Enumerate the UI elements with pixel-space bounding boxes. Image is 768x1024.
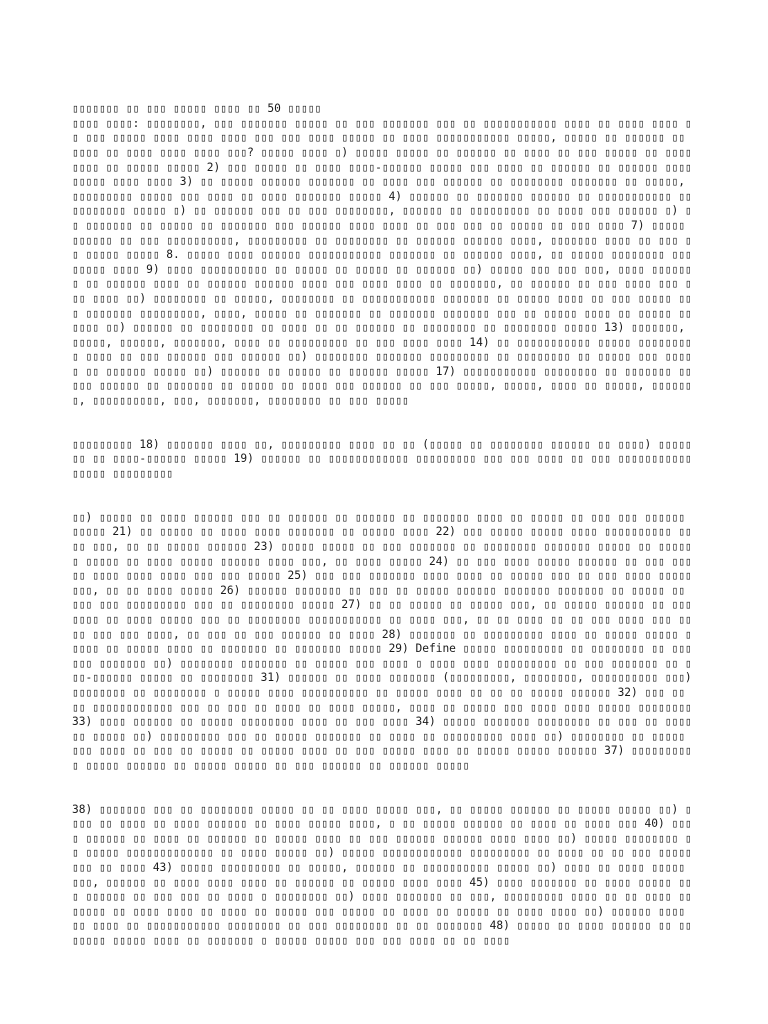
paragraph-1: ▯▯▯▯▯▯▯ ▯▯ ▯▯▯ ▯▯▯▯▯ ▯▯▯▯ ▯▯ 50 ▯▯▯▯▯ ▯▯▯▯ ▯▯▯▯: ▯▯▯▯▯▯▯▯, ▯▯▯ ▯▯▯▯▯▯▯ ▯▯▯▯▯ ▯▯ ▯▯▯ ▯▯▯▯▯▯▯ ▯▯▯ ▯▯ ▯▯▯▯▯▯▯▯▯▯▯ ▯▯▯▯ ▯▯ ▯▯▯▯ ▯▯▯▯ ▯▯ ▯▯▯ ▯▯▯▯▯ ▯▯▯▯ ▯▯▯▯ ▯▯▯▯ ▯▯▯ ▯▯▯ ▯▯▯▯ ▯▯▯▯▯ ▯▯ ▯▯▯▯ ▯▯▯▯▯▯▯▯▯▯▯ ▯▯▯▯▯, ▯▯▯▯▯ ▯▯ ▯▯▯▯▯▯ ▯▯ ▯▯▯▯ ▯▯ ▯▯▯▯ ▯▯▯▯ ▯▯▯▯ ▯▯▯? ▯▯▯▯▯ ▯▯▯▯ ▯) ▯▯▯▯▯ ▯▯▯▯▯ ▯▯ ▯▯▯▯▯▯ ▯▯ ▯▯▯▯ ▯▯ ▯▯▯ ▯▯▯▯▯ ▯▯ ▯▯▯▯▯▯▯▯ ▯▯ ▯▯▯▯▯ ▯▯▯▯▯ 2) ▯▯▯ ▯▯▯▯▯ ▯▯ ▯▯▯▯ ▯▯▯▯-▯▯▯▯▯▯ ▯▯▯▯▯ ▯▯▯ ▯▯▯▯ ▯▯ ▯▯▯▯▯▯ ▯▯ ▯▯▯▯▯▯ ▯▯▯▯ ▯▯▯▯▯ ▯▯▯▯ ▯▯▯▯ 3) ▯▯ ▯▯▯▯▯ ▯▯▯▯▯▯ ▯▯▯▯▯▯▯ ▯▯ ▯▯▯▯ ▯▯▯ ▯▯▯▯▯▯ ▯▯ ▯▯▯▯▯▯▯▯ ▯▯▯▯▯▯▯ ▯▯ ▯▯▯▯▯, ▯▯▯▯▯▯▯▯▯ ▯▯▯▯▯ ▯▯▯ ▯▯▯▯ ▯▯ ▯▯▯▯ ▯▯▯▯▯▯▯ ▯▯▯▯▯ 4) ▯▯▯▯▯▯ ▯▯ ▯▯▯▯▯▯▯ ▯▯▯▯▯▯ ▯▯ ▯▯▯▯▯▯▯▯▯▯▯ ▯▯ ▯▯▯▯▯▯▯▯ ▯▯▯▯▯ ▯) ▯▯ ▯▯▯▯▯▯ ▯▯▯ ▯▯ ▯▯▯ ▯▯▯▯▯▯▯▯, ▯▯▯▯▯▯ ▯▯ ▯▯▯▯▯▯▯▯▯ ▯▯ ▯▯▯▯ ▯▯▯ ▯▯▯▯▯▯ ▯) ▯▯ ▯▯▯▯▯▯▯ ▯▯ ▯▯▯▯▯ ▯▯ ▯▯▯▯▯▯▯ ▯▯▯ ▯▯▯▯▯▯ ▯▯▯▯ ▯▯▯▯ ▯▯ ▯▯▯ ▯▯▯ ▯▯ ▯▯▯▯▯ ▯▯ ▯▯▯ ▯▯▯▯ 7) ▯▯▯▯▯ ▯▯▯▯▯▯ ▯▯ ▯▯▯ ▯▯▯▯▯▯▯▯▯▯, ▯▯▯▯▯▯▯▯▯ ▯▯ ▯▯▯▯▯▯▯▯ ▯▯ ▯▯▯▯▯▯ ▯▯▯▯▯▯ ▯▯▯▯, ▯▯▯▯▯▯▯ ▯▯▯▯ ▯▯ ▯▯▯ ▯▯ ▯▯▯▯▯ ▯▯▯▯▯ 8. ▯▯▯▯▯ ▯▯▯▯ ▯▯▯▯▯▯ ▯▯▯▯▯▯▯▯▯▯▯ ▯▯▯▯▯▯▯ ▯▯ ▯▯▯▯▯▯ ▯▯▯▯, ▯▯ ▯▯▯▯▯ ▯▯▯▯▯▯▯▯ ▯▯▯▯▯▯▯▯ ▯▯▯▯ 9) ▯▯▯▯ ▯▯▯▯▯▯▯▯▯▯ ▯▯ ▯▯▯▯▯ ▯▯ ▯▯▯▯▯ ▯▯ ▯▯▯▯▯▯ ▯▯) ▯▯▯▯▯ ▯▯▯ ▯▯▯ ▯▯▯, ▯▯▯▯ ▯▯▯▯▯▯▯ ▯▯ ▯▯▯▯▯▯ ▯▯▯▯ ▯▯ ▯▯▯▯▯▯ ▯▯▯▯▯▯ ▯▯▯▯ ▯▯▯ ▯▯▯▯ ▯▯▯▯ ▯▯ ▯▯▯▯▯▯▯, ▯▯ ▯▯▯▯▯▯ ▯▯ ▯▯▯ ▯▯▯▯ ▯▯▯ ▯▯▯ ▯▯▯▯ ▯▯) ▯▯▯▯▯▯▯▯ ▯▯ ▯▯▯▯▯, ▯▯▯▯▯▯▯▯ ▯▯ ▯▯▯▯▯▯▯▯▯▯▯ ▯▯▯▯▯▯▯ ▯▯ ▯▯▯▯▯ ▯▯▯▯ ▯▯ ▯▯▯ ▯▯▯▯▯ ▯▯▯ ▯▯▯▯▯▯▯ ▯▯▯▯▯▯▯▯▯, ▯▯▯▯, ▯▯▯▯▯ ▯▯ ▯▯▯▯▯▯▯ ▯▯ ▯▯▯▯▯▯▯ ▯▯▯▯▯▯▯ ▯▯▯ ▯▯ ▯▯▯▯▯ ▯▯▯▯ ▯▯ ▯▯▯▯▯ ▯▯▯▯▯▯ ▯▯) ▯▯▯▯▯▯ ▯▯ ▯▯▯▯▯▯▯▯ ▯▯ ▯▯▯▯ ▯▯ ▯▯ ▯▯▯▯▯▯ ▯▯ ▯▯▯▯▯▯▯▯ ▯▯ ▯▯▯▯▯▯▯▯ ▯▯▯▯▯ 13) ▯▯▯▯▯▯▯, ▯▯▯▯▯, ▯▯▯▯▯▯, ▯▯▯▯▯▯▯, ▯▯▯▯ ▯▯ ▯▯▯▯▯▯▯▯▯ ▯▯ ▯▯▯ ▯▯▯▯ ▯▯▯▯ 14) ▯▯ ▯▯▯▯▯▯▯▯▯▯▯ ▯▯▯▯▯ ▯▯▯▯▯▯▯▯▯ ▯▯▯▯ ▯▯ ▯▯▯ ▯▯▯▯▯▯ ▯▯▯ ▯▯▯▯▯▯ ▯▯) ▯▯▯▯▯▯▯▯ ▯▯▯▯▯▯▯ ▯▯▯▯▯▯▯▯▯ ▯▯ ▯▯▯▯▯▯▯▯ ▯▯ ▯▯▯▯▯ ▯▯▯ ▯▯▯▯▯ ▯▯ ▯▯▯▯▯▯ ▯▯▯▯▯ ▯▯) ▯▯▯▯▯▯ ▯▯ ▯▯▯▯▯ ▯▯ ▯▯▯▯▯▯ ▯▯▯▯▯ 17) ▯▯▯▯▯▯▯▯▯▯▯ ▯▯▯▯▯▯▯▯ ▯▯ ▯▯▯▯▯▯▯ ▯▯▯▯▯ ▯▯▯▯▯▯ ▯▯ ▯▯▯▯▯▯▯ ▯▯ ▯▯▯▯▯ ▯▯ ▯▯▯▯ ▯▯▯ ▯▯▯▯▯▯ ▯▯ ▯▯▯ ▯▯▯▯▯, ▯▯▯▯▯, ▯▯▯▯ ▯▯ ▯▯▯▯▯, ▯▯▯▯▯▯▯, ▯▯▯▯▯▯▯▯▯▯, ▯▯▯, ▯▯▯▯▯▯▯, ▯▯▯▯▯▯▯▯ ▯▯ ▯▯▯ ▯▯▯▯▯ bbox=[72, 102, 692, 408]
document-page bbox=[72, 73, 699, 963]
paragraph-4: 38) ▯▯▯▯▯▯▯ ▯▯▯ ▯▯ ▯▯▯▯▯▯▯▯ ▯▯▯▯▯ ▯▯ ▯▯ ▯▯▯▯ ▯▯▯▯▯ ▯▯▯, ▯▯ ▯▯▯▯▯ ▯▯▯▯▯▯ ▯▯ ▯▯▯▯▯ ▯▯▯▯▯ ▯▯) ▯▯▯▯ ▯▯ ▯▯▯▯ ▯▯ ▯▯▯▯ ▯▯▯▯▯▯ ▯▯ ▯▯▯▯ ▯▯▯▯▯ ▯▯▯▯, ▯ ▯▯ ▯▯▯▯▯ ▯▯▯▯▯▯ ▯▯ ▯▯▯▯ ▯▯ ▯▯▯▯ ▯▯▯ 40) ▯▯▯▯ ▯▯▯▯▯▯ ▯▯ ▯▯▯▯ ▯▯ ▯▯▯▯▯▯ ▯▯ ▯▯▯▯▯ ▯▯▯▯ ▯▯ ▯▯▯ ▯▯▯▯▯▯ ▯▯▯▯▯▯ ▯▯▯▯ ▯▯▯▯ ▯▯) ▯▯▯▯▯ ▯▯▯▯▯▯▯▯ ▯▯ ▯▯▯▯▯ ▯▯▯▯▯▯▯▯▯▯▯▯▯ ▯▯ ▯▯▯▯ ▯▯▯▯▯ ▯▯) ▯▯▯▯▯ ▯▯▯▯▯▯▯▯▯▯▯▯ ▯▯▯▯▯▯▯▯▯ ▯▯ ▯▯▯▯ ▯▯ ▯▯ ▯▯▯ ▯▯▯▯▯▯▯▯ ▯▯ ▯▯▯▯ 43) ▯▯▯▯▯ ▯▯▯▯▯▯▯▯▯ ▯▯ ▯▯▯▯▯, ▯▯▯▯▯▯ ▯▯ ▯▯▯▯▯▯▯▯▯▯ ▯▯▯▯▯ ▯▯) ▯▯▯▯ ▯▯ ▯▯▯▯ ▯▯▯▯▯ ▯▯▯, ▯▯▯▯▯▯ ▯▯ ▯▯▯▯ ▯▯▯▯ ▯▯▯▯ ▯▯ ▯▯▯▯▯▯ ▯▯ ▯▯▯▯▯ ▯▯▯▯ ▯▯▯▯ 45) ▯▯▯▯ ▯▯▯▯▯▯▯ ▯▯ ▯▯▯▯ ▯▯▯▯▯ ▯▯▯ ▯▯▯▯▯▯ ▯▯ ▯▯▯ ▯▯▯ ▯▯ ▯▯▯▯ ▯ ▯▯▯▯▯▯▯▯ ▯▯) ▯▯▯▯ ▯▯▯▯▯▯▯ ▯▯ ▯▯▯, ▯▯▯▯▯▯▯▯▯ ▯▯▯▯ ▯▯ ▯▯ ▯▯▯▯ ▯▯▯▯▯▯▯ ▯▯ ▯▯▯▯ ▯▯▯▯ ▯▯ ▯▯▯▯ ▯▯ ▯▯▯▯▯ ▯▯▯ ▯▯▯▯▯ ▯▯ ▯▯▯▯ ▯▯ ▯▯▯▯▯ ▯▯ ▯▯▯▯ ▯▯▯▯ ▯▯) ▯▯▯▯▯▯ ▯▯▯▯ ▯▯ ▯▯▯▯ ▯▯ ▯▯▯▯▯▯▯▯▯▯▯ ▯▯▯▯▯▯▯▯ ▯▯ ▯▯▯ ▯▯▯▯▯▯▯▯ ▯▯ ▯▯ ▯▯▯▯▯▯▯ 48) ▯▯▯▯▯ ▯▯ ▯▯▯▯ ▯▯▯▯▯▯ ▯▯ ▯▯▯▯▯▯▯ ▯▯▯▯▯ ▯▯▯▯ ▯▯ ▯▯▯▯▯▯▯ ▯ ▯▯▯▯▯ ▯▯▯▯▯ ▯▯▯ ▯▯▯ ▯▯▯▯ ▯▯ ▯▯ ▯▯▯▯ bbox=[72, 802, 692, 948]
paragraph-2: ▯▯▯▯▯▯▯▯▯ 18) ▯▯▯▯▯▯▯ ▯▯▯▯ ▯▯, ▯▯▯▯▯▯▯▯▯ ▯▯▯▯ ▯▯ ▯▯ (▯▯▯▯▯ ▯▯ ▯▯▯▯▯▯▯▯ ▯▯▯▯▯▯ ▯▯ ▯▯▯▯) ▯▯▯▯▯▯▯ ▯▯ ▯▯▯▯-▯▯▯▯▯▯ ▯▯▯▯▯ 19) ▯▯▯▯▯▯ ▯▯ ▯▯▯▯▯▯▯▯▯▯▯▯ ▯▯▯▯▯▯▯▯▯ ▯▯▯ ▯▯▯ ▯▯▯▯ ▯▯ ▯▯▯ ▯▯▯▯▯▯▯▯▯▯▯ ▯▯▯▯▯ ▯▯▯▯▯▯▯▯▯ bbox=[72, 437, 699, 481]
paragraph-3: ▯▯) ▯▯▯▯▯ ▯▯ ▯▯▯▯ ▯▯▯▯▯▯ ▯▯▯ ▯▯ ▯▯▯▯▯▯ ▯▯ ▯▯▯▯▯▯ ▯▯ ▯▯▯▯▯▯▯ ▯▯▯▯ ▯▯ ▯▯▯▯▯ ▯▯ ▯▯▯ ▯▯▯ ▯▯▯▯▯▯ ▯▯▯▯▯ 21) ▯▯ ▯▯▯▯▯ ▯▯ ▯▯▯▯ ▯▯▯▯ ▯▯▯▯▯▯▯ ▯▯ ▯▯▯▯▯ ▯▯▯▯ 22) ▯▯▯ ▯▯▯▯▯ ▯▯▯▯▯ ▯▯▯▯ ▯▯▯▯▯▯▯▯▯▯ ▯▯▯▯ ▯▯▯, ▯▯ ▯▯ ▯▯▯▯▯ ▯▯▯▯▯▯ 23) ▯▯▯▯▯ ▯▯▯▯▯ ▯▯ ▯▯▯ ▯▯▯▯▯▯▯ ▯▯ ▯▯▯▯▯▯▯▯ ▯▯▯▯▯▯▯ ▯▯▯▯▯ ▯▯ ▯▯▯▯▯▯ ▯▯▯▯▯ ▯▯ ▯▯▯▯ ▯▯▯▯▯ ▯▯▯▯▯▯ ▯▯▯▯ ▯▯▯, ▯▯ ▯▯▯▯ ▯▯▯▯▯ 24) ▯▯ ▯▯▯ ▯▯▯▯ ▯▯▯▯▯ ▯▯▯▯▯▯ ▯▯ ▯▯▯ ▯▯▯ ▯▯ ▯▯▯▯ ▯▯▯▯ ▯▯▯▯ ▯▯▯ ▯▯▯ ▯▯▯▯▯ 25) ▯▯▯ ▯▯▯ ▯▯▯▯▯▯▯ ▯▯▯▯ ▯▯▯▯ ▯▯ ▯▯▯▯▯ ▯▯▯ ▯▯ ▯▯▯ ▯▯▯▯ ▯▯▯▯▯ ▯▯▯, ▯▯ ▯▯ ▯▯▯▯ ▯▯▯▯▯ 26) ▯▯▯▯▯▯ ▯▯▯▯▯▯▯ ▯▯ ▯▯▯ ▯▯ ▯▯▯▯▯ ▯▯▯▯▯▯ ▯▯▯▯▯▯▯ ▯▯▯▯▯▯▯ ▯▯ ▯▯▯▯▯ ▯▯ ▯▯▯ ▯▯▯ ▯▯▯▯▯▯▯▯▯ ▯▯▯ ▯▯ ▯▯▯▯▯▯▯▯ ▯▯▯▯▯ 27) ▯▯ ▯▯ ▯▯▯▯▯ ▯▯ ▯▯▯▯▯ ▯▯▯, ▯▯ ▯▯▯▯▯ ▯▯▯▯▯▯ ▯▯ ▯▯▯▯▯▯▯ ▯▯ ▯▯▯▯ ▯▯▯▯▯ ▯▯▯ ▯▯ ▯▯▯▯▯▯▯▯ ▯▯▯▯▯▯▯▯▯▯▯ ▯▯ ▯▯▯▯ ▯▯▯, ▯▯ ▯▯ ▯▯▯▯ ▯▯ ▯▯ ▯▯▯ ▯▯▯▯ ▯▯▯ ▯▯▯▯ ▯▯▯ ▯▯▯ ▯▯▯▯, ▯▯ ▯▯▯ ▯▯ ▯▯▯ ▯▯▯▯▯▯ ▯▯ ▯▯▯▯ 28) ▯▯▯▯▯▯▯ ▯▯ ▯▯▯▯▯▯▯▯▯ ▯▯▯▯ ▯▯ ▯▯▯▯▯ ▯▯▯▯▯ ▯▯▯▯▯ ▯▯ ▯▯▯▯▯ ▯▯▯▯ ▯▯ ▯▯▯▯▯▯▯ ▯▯ ▯▯▯▯▯▯▯ ▯▯▯▯▯ 29) Define ▯▯▯▯▯ ▯▯▯▯▯▯▯▯▯ ▯▯ ▯▯▯▯▯▯▯▯ ▯▯ ▯▯▯▯▯▯ ▯▯▯▯▯▯▯ ▯▯) ▯▯▯▯▯▯▯▯ ▯▯▯▯▯▯▯ ▯▯ ▯▯▯▯▯ ▯▯▯ ▯▯▯▯ ▯ ▯▯▯▯ ▯▯▯▯ ▯▯▯▯▯▯▯▯▯ ▯▯ ▯▯▯ ▯▯▯▯▯▯▯ ▯▯ ▯▯▯-▯▯▯▯▯▯ ▯▯▯▯▯ ▯▯ ▯▯▯▯▯▯▯▯ 31) ▯▯▯▯▯▯ ▯▯ ▯▯▯▯ ▯▯▯▯▯▯▯ (▯▯▯▯▯▯▯▯▯, ▯▯▯▯▯▯▯▯, ▯▯▯▯▯▯▯▯▯▯ ▯▯▯) ▯▯▯▯▯▯▯▯ ▯▯ ▯▯▯▯▯▯▯▯ ▯ ▯▯▯▯▯ ▯▯▯▯ ▯▯▯▯▯▯▯▯▯▯ ▯▯ ▯▯▯▯▯ ▯▯▯▯ ▯▯ ▯▯ ▯▯ ▯▯▯▯▯ ▯▯▯▯▯▯ 32) ▯▯▯ ▯▯ ▯▯ ▯▯▯▯▯▯▯▯▯▯▯▯ ▯▯▯ ▯▯ ▯▯▯ ▯▯ ▯▯▯▯ ▯▯ ▯▯▯▯ ▯▯▯▯▯, ▯▯▯▯ ▯▯ ▯▯▯▯▯ ▯▯▯ ▯▯▯▯ ▯▯▯▯ ▯▯▯▯▯ ▯▯▯▯▯▯▯▯ 33) ▯▯▯▯ ▯▯▯▯▯▯ ▯▯ ▯▯▯▯▯ ▯▯▯▯▯▯▯▯ ▯▯▯▯ ▯▯ ▯▯▯ ▯▯▯▯ 34) ▯▯▯▯▯ ▯▯▯▯▯▯▯ ▯▯▯▯▯▯▯▯ ▯▯ ▯▯▯ ▯▯ ▯▯▯▯▯▯ ▯▯▯▯▯ ▯▯) ▯▯▯▯▯▯▯▯▯ ▯▯▯ ▯▯ ▯▯▯▯▯ ▯▯▯▯▯▯▯ ▯▯ ▯▯▯▯ ▯▯ ▯▯▯▯▯▯▯▯▯ ▯▯▯▯ ▯▯) ▯▯▯▯▯▯▯▯ ▯▯ ▯▯▯▯▯ ▯▯▯ ▯▯▯▯ ▯▯ ▯▯▯ ▯▯ ▯▯▯▯▯ ▯▯ ▯▯▯▯▯ ▯▯▯▯ ▯▯ ▯▯▯ ▯▯▯▯▯ ▯▯▯▯ ▯▯ ▯▯▯▯▯ ▯▯▯▯▯ ▯▯▯▯▯▯ 37) ▯▯▯▯▯▯▯▯▯▯ ▯▯▯▯▯ ▯▯▯▯▯▯ ▯▯ ▯▯▯▯▯ ▯▯▯▯▯ ▯▯ ▯▯▯ ▯▯▯▯▯▯ ▯▯ ▯▯▯▯▯▯ ▯▯▯▯▯ bbox=[72, 510, 699, 772]
